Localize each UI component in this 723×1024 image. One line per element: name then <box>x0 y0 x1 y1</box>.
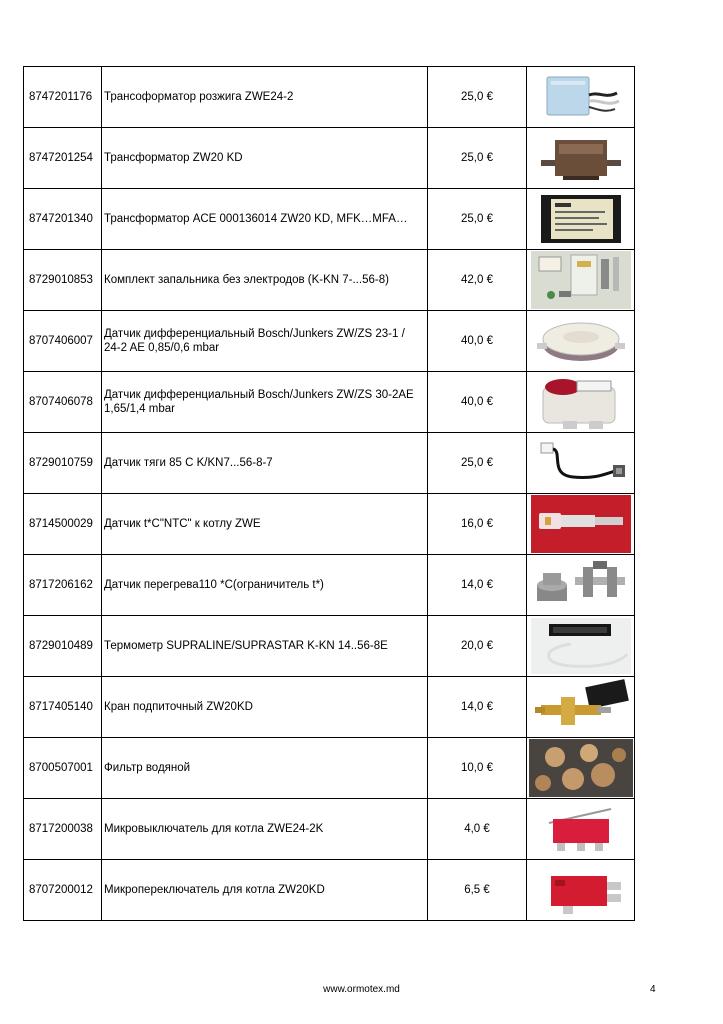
microswitch-icon <box>527 801 634 857</box>
part-description: Трансоформатор розжига ZWE24-2 <box>102 67 428 128</box>
part-price: 25,0 € <box>428 128 527 189</box>
table-row <box>24 677 635 738</box>
thermometer-icon <box>527 618 634 674</box>
part-photo-cell <box>527 128 635 189</box>
part-price: 20,0 € <box>428 616 527 677</box>
transformer-label-icon <box>527 191 634 247</box>
part-code: 8707200012 <box>24 860 102 921</box>
part-code: 8707406007 <box>24 311 102 372</box>
part-photo-cell <box>527 494 635 555</box>
part-description: Микровыключатель для котла ZWE24-2K <box>102 799 428 860</box>
table-row <box>24 189 635 250</box>
draft-sensor-icon <box>527 435 634 491</box>
part-price: 6,5 € <box>428 860 527 921</box>
water-filter-icon <box>527 739 634 797</box>
part-photo-cell <box>527 555 635 616</box>
part-price: 4,0 € <box>428 799 527 860</box>
page-number: 4 <box>650 984 656 995</box>
fill-valve-icon <box>527 679 634 735</box>
part-price: 25,0 € <box>428 67 527 128</box>
part-code: 8729010759 <box>24 433 102 494</box>
table-row <box>24 738 635 799</box>
ntc-sensor-icon <box>527 495 634 553</box>
table-row <box>24 555 635 616</box>
part-code: 8707406078 <box>24 372 102 433</box>
part-price: 25,0 € <box>428 189 527 250</box>
part-price: 14,0 € <box>428 555 527 616</box>
part-price: 40,0 € <box>428 311 527 372</box>
part-photo-cell <box>527 433 635 494</box>
part-description: Датчик t*C"NTC" к котлу ZWE <box>102 494 428 555</box>
part-description: Датчик перегрева110 *С(ограничитель t*) <box>102 555 428 616</box>
table-row <box>24 860 635 921</box>
microswitch-icon <box>527 862 634 918</box>
part-code: 8747201176 <box>24 67 102 128</box>
part-code: 8717200038 <box>24 799 102 860</box>
part-code: 8747201254 <box>24 128 102 189</box>
igniter-kit-icon <box>527 251 634 309</box>
part-code: 8747201340 <box>24 189 102 250</box>
part-photo-cell <box>527 799 635 860</box>
part-price: 14,0 € <box>428 677 527 738</box>
part-photo-cell <box>527 311 635 372</box>
table-row <box>24 494 635 555</box>
table-row <box>24 799 635 860</box>
pressure-switch-icon <box>527 313 634 369</box>
footer-website-url: www.ormotex.md <box>323 984 400 995</box>
parts-price-table <box>23 66 635 921</box>
parts-table-body <box>24 67 635 921</box>
part-photo-cell <box>527 67 635 128</box>
part-price: 42,0 € <box>428 250 527 311</box>
table-row <box>24 67 635 128</box>
table-row <box>24 616 635 677</box>
part-photo-cell <box>527 189 635 250</box>
part-code: 8700507001 <box>24 738 102 799</box>
part-description: Датчик дифференциальный Bosch/Junkers ZW/ZS 30-2AE 1,65/1,4 mbar <box>102 372 428 433</box>
part-photo-cell <box>527 738 635 799</box>
ignition-transformer-icon <box>527 69 634 125</box>
part-photo-cell <box>527 677 635 738</box>
part-code: 8717405140 <box>24 677 102 738</box>
part-description: Датчик дифференциальный Bosch/Junkers ZW/ZS 23-1 / 24-2 AE 0,85/0,6 mbar <box>102 311 428 372</box>
part-description: Фильтр водяной <box>102 738 428 799</box>
part-photo-cell <box>527 616 635 677</box>
table-row <box>24 128 635 189</box>
part-code: 8717206162 <box>24 555 102 616</box>
part-code: 8714500029 <box>24 494 102 555</box>
part-photo-cell <box>527 372 635 433</box>
part-description: Термометр SUPRALINE/SUPRASTAR K-KN 14..56-8E <box>102 616 428 677</box>
part-photo-cell <box>527 860 635 921</box>
part-description: Датчик тяги 85 C K/KN7...56-8-7 <box>102 433 428 494</box>
table-row <box>24 433 635 494</box>
transformer-icon <box>527 130 634 186</box>
pressure-switch-icon <box>527 373 634 431</box>
table-row <box>24 250 635 311</box>
part-description: Комплект запальника без электродов (K-KN 7-...56-8) <box>102 250 428 311</box>
part-description: Микропереключатель для котла ZW20KD <box>102 860 428 921</box>
overheat-sensor-icon <box>527 557 634 613</box>
table-row <box>24 372 635 433</box>
part-price: 25,0 € <box>428 433 527 494</box>
table-row <box>24 311 635 372</box>
part-code: 8729010489 <box>24 616 102 677</box>
part-code: 8729010853 <box>24 250 102 311</box>
part-price: 16,0 € <box>428 494 527 555</box>
part-description: Трансформатор ACE 000136014 ZW20 KD, MFK…MFA… <box>102 189 428 250</box>
part-description: Трансформатор ZW20 KD <box>102 128 428 189</box>
part-price: 40,0 € <box>428 372 527 433</box>
part-price: 10,0 € <box>428 738 527 799</box>
part-photo-cell <box>527 250 635 311</box>
part-description: Кран подпиточный ZW20KD <box>102 677 428 738</box>
